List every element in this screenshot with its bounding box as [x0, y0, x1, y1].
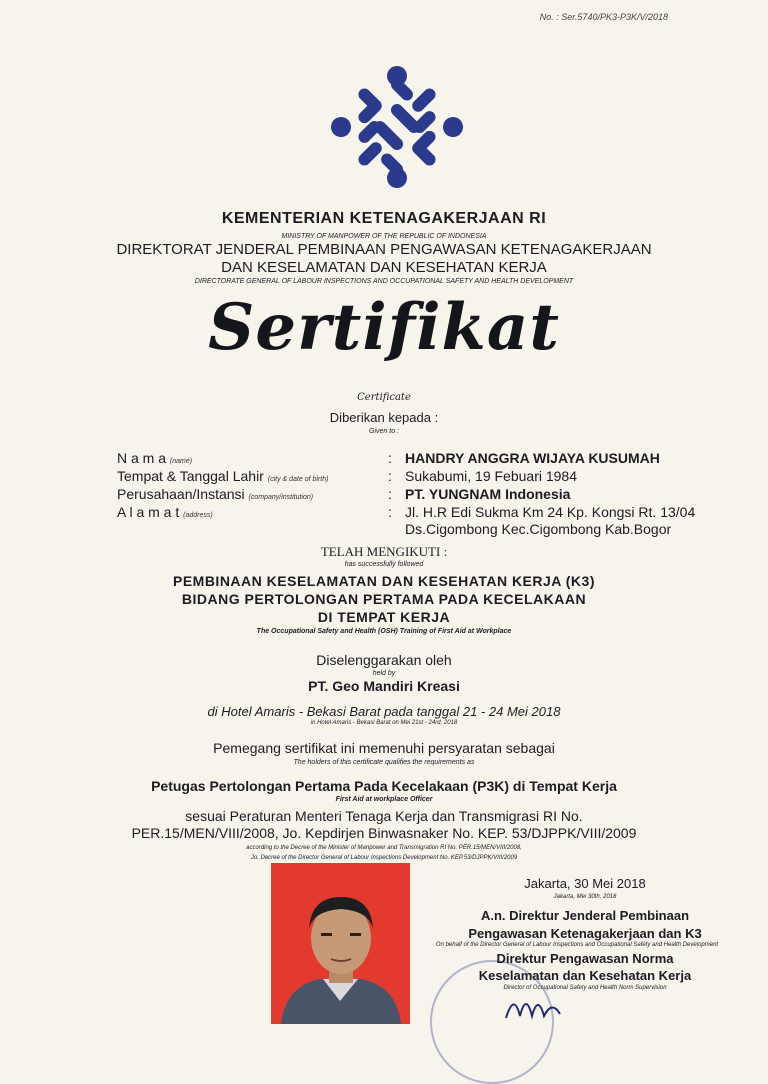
- director-en: Director of Occupational Safety and Health Norm Supervision: [503, 985, 667, 991]
- recipient-address-line2: Ds.Cigombong Kec.Cigombong Kab.Bogor: [405, 521, 672, 537]
- regulation-en-line1: according to the Decree of the Minister of Manpower and Transmigration RI No. PER.15/MEN/VIII/2008,: [246, 845, 522, 851]
- qualification-en: First Aid at workplace Officer: [335, 796, 433, 803]
- ministry-name-en: MINISTRY OF MANPOWER OF THE REPUBLIC OF INDONESIA: [281, 233, 487, 240]
- directorate-line2: DAN KESELAMATAN DAN KESEHATAN KERJA: [221, 259, 547, 276]
- logo-dot-left: [331, 117, 351, 137]
- name-label-en: (name): [169, 458, 193, 465]
- certificate-title: Sertifikat: [208, 290, 560, 365]
- course-line1: PEMBINAAN KESELAMATAN DAN KESEHATAN KERJA (K3): [172, 573, 595, 589]
- colon: :: [388, 468, 392, 484]
- field-company-label: [117, 486, 313, 502]
- field-name-label: [117, 450, 192, 466]
- company-label-en: (company/institution): [248, 494, 314, 501]
- regulation-line2: PER.15/MEN/VIII/2008, Jo. Kepdirjen Binwasnaker No. KEP. 53/DJPPK/VIII/2009: [131, 825, 637, 841]
- signature-place-date-en: Jakarta, Mei 30th, 2018: [553, 894, 617, 900]
- ministry-logo: [327, 62, 467, 192]
- venue: di Hotel Amaris - Bekasi Barat pada tanggal 21 - 24 Mei 2018: [207, 704, 561, 719]
- birth-label: Tempat & Tanggal Lahir: [117, 468, 264, 484]
- recipient-photo: [271, 863, 410, 1024]
- attended-label: TELAH MENGIKUTI :: [320, 544, 448, 559]
- ministry-name: KEMENTERIAN KETENAGAKERJAAN RI: [221, 210, 547, 227]
- given-to-label: Diberikan kepada :: [329, 410, 439, 425]
- recipient-name: HANDRY ANGGRA WIJAYA KUSUMAH: [405, 450, 660, 466]
- director-line2: Keselamatan dan Kesehatan Kerja: [478, 968, 692, 983]
- address-label: A l a m a t: [117, 504, 180, 520]
- birth-label-en: (city & date of birth): [267, 476, 329, 483]
- name-label: N a m a: [117, 450, 167, 466]
- on-behalf-en: On behalf of the Director General of Labour Inspections and Occupational Safety and Health Development: [435, 942, 719, 948]
- person-portrait: [271, 863, 410, 1024]
- organizer-name: PT. Geo Mandiri Kreasi: [308, 678, 460, 694]
- venue-en: in Hotel Amaris - Bekasi Barat on Mei 21st - 24rd, 2018: [310, 720, 458, 726]
- field-birth-label: [117, 468, 328, 484]
- colon: :: [388, 504, 392, 520]
- regulation-en-line2: Jo. Decree of the Director General of Labour Inspections Development No. KEP.53/DJPPK/VIII/2009: [250, 855, 518, 861]
- organizer-label: Diselenggarakan oleh: [316, 652, 452, 668]
- company-label: Perusahaan/Instansi: [117, 486, 245, 502]
- signature-place-date: Jakarta, 30 Mei 2018: [524, 876, 646, 891]
- regulation-line1: sesuai Peraturan Menteri Tenaga Kerja dan Transmigrasi RI No.: [185, 808, 583, 824]
- directorate-line1: DIREKTORAT JENDERAL PEMBINAAN PENGAWASAN KETENAGAKERJAAN: [116, 241, 652, 258]
- recipient-birth: Sukabumi, 19 Febuari 1984: [405, 468, 577, 484]
- recipient-company: PT. YUNGNAM Indonesia: [405, 486, 571, 502]
- attended-label-en: has successfully followed: [344, 561, 424, 568]
- recipient-address-line1: Jl. H.R Edi Sukma Km 24 Kp. Kongsi Rt. 13/04: [405, 504, 696, 520]
- given-to-label-en: Given to :: [369, 428, 399, 435]
- colon: :: [388, 486, 392, 502]
- holder-statement: Pemegang sertifikat ini memenuhi persyaratan sebagai: [213, 740, 555, 756]
- on-behalf-line2: Pengawasan Ketenagakerjaan dan K3: [468, 926, 702, 941]
- certificate-number: No. : Ser.5740/PK3-P3K/V/2018: [539, 12, 668, 22]
- certificate-title-en: Certificate: [357, 392, 411, 403]
- directorate-en: DIRECTORATE GENERAL OF LABOUR INSPECTIONS AND OCCUPATIONAL SAFETY AND HEALTH DEVELOPMENT: [194, 278, 574, 285]
- organizer-label-en: held by: [372, 670, 396, 677]
- course-en: The Occupational Safety and Health (OSH) Training of First Aid at Workplace: [256, 628, 512, 635]
- field-address-label: [117, 504, 213, 520]
- on-behalf-line1: A.n. Direktur Jenderal Pembinaan: [480, 908, 690, 923]
- address-label-en: (address): [183, 512, 213, 519]
- course-line2: BIDANG PERTOLONGAN PERTAMA PADA KECELAKAAN: [181, 591, 587, 607]
- signature-scribble: [500, 988, 580, 1024]
- holder-statement-en: The holders of this certificate qualifies the requirements as: [293, 759, 475, 766]
- director-line1: Direktur Pengawasan Norma: [496, 951, 674, 966]
- course-line3: DI TEMPAT KERJA: [317, 609, 451, 625]
- logo-dot-right: [443, 117, 463, 137]
- colon: :: [388, 450, 392, 466]
- qualification: Petugas Pertolongan Pertama Pada Kecelakaan (P3K) di Tempat Kerja: [151, 778, 617, 794]
